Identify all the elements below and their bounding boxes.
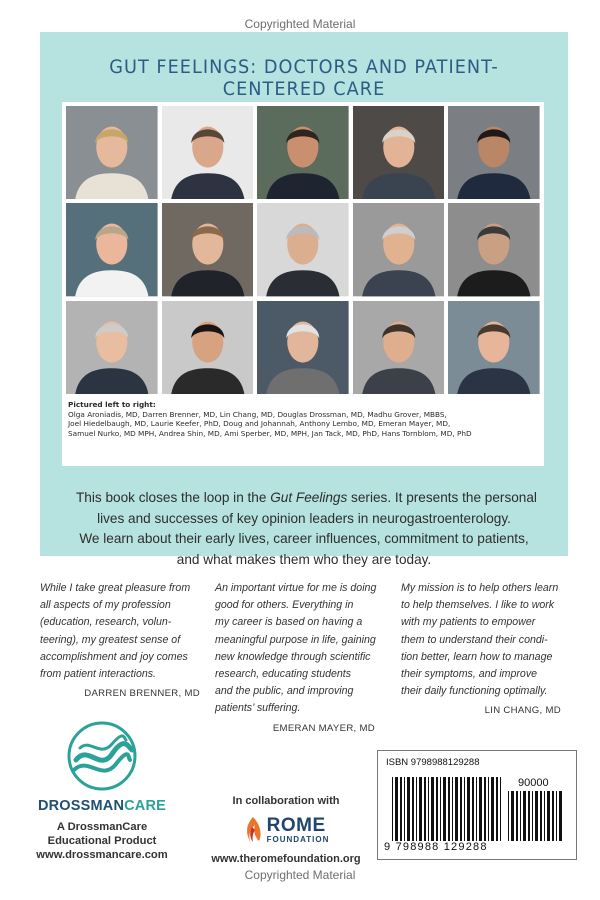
portrait-image [448,203,540,296]
quote-line: my career is based on having a [215,616,363,629]
portrait-photo [257,301,349,394]
quote-line: accomplishment and joy comes [40,650,188,663]
barcode-bar [400,777,402,841]
quote-line: My mission is to help others learn [401,582,559,594]
portrait-image [66,203,158,296]
copyright-watermark-bottom: Copyrighted Material [244,868,356,882]
barcode-bar [476,777,477,841]
barcode-bar [479,777,482,841]
quote-line: good for others. Everything in [215,599,354,612]
quote-line: research, educating students [215,668,352,681]
quote-line: (education, research, volun- [40,616,172,629]
barcode-bar [552,791,554,841]
testimonial-chang [401,580,561,720]
barcode-bar [419,777,422,841]
isbn-barcode [377,750,577,860]
quote-line: tion better, learn how to manage [401,650,553,663]
portrait-grid [66,106,540,394]
portrait-image [353,106,445,199]
barcode-bar [443,777,446,841]
quote-line: patients’ suffering. [215,702,301,715]
quote-line: from patient interactions. [40,668,156,681]
portrait-photo [257,106,349,199]
publisher-url: www.drossmancare.com [36,849,168,861]
barcode-bar [528,791,530,841]
quote-line: their daily functioning optimally. [401,685,548,698]
cover-panel [40,32,568,567]
barcode-bar [484,777,486,841]
portrait-image [448,106,540,199]
testimonial-mayer [215,580,375,737]
rome-url: www.theromefoundation.org [211,853,361,865]
book-title: GUT FEELINGS: DOCTORS AND PATIENT-CENTERED CARE [109,56,499,100]
quote-line: to help themselves. I like to work [401,599,555,612]
barcode-bar [556,791,557,841]
portrait-collage [62,102,544,466]
barcode-bar [488,777,489,841]
price-code: 90000 [518,777,549,789]
portrait-image [162,106,254,199]
quote-line: them to understand their condi- [401,633,548,646]
barcode-addon-bars [508,791,564,841]
barcode-bar [516,791,518,841]
rome-foundation-logo [186,815,386,845]
barcode-bar [460,777,462,841]
portrait-image [257,106,349,199]
barcode-bar [404,777,405,841]
publisher-line-1: A DrossmanCare [56,821,148,833]
portrait-photo [448,301,540,394]
barcode-bar [467,777,470,841]
portrait-photo [162,203,254,296]
quote-line: new knowledge through scientific [215,650,371,663]
publisher-line-2: Educational Product [47,835,157,847]
photo-caption [68,400,540,438]
portrait-photo [448,203,540,296]
barcode-bar [496,777,498,841]
portrait-photo [66,301,158,394]
description-line-4: and what makes them who they are today. [176,551,432,567]
portrait-photo [353,301,445,394]
quote-line: their symptoms, and improve [401,668,538,681]
quote-author: LIN CHANG, MD [484,705,561,717]
caption-line-3: Samuel Nurko, MD MPH, Andrea Shin, MD, Ami Sperber, MD, MPH, Jan Tack, MD, PhD, Hans Tornblom, MD, PhD [68,428,472,438]
portrait-photo [353,106,445,199]
rome-name: ROME [266,814,326,836]
portrait-photo [162,106,254,199]
barcode-bar [491,777,494,841]
description-line-2: lives and successes of key opinion leaders in neurogastroenterology. [97,510,511,526]
barcode-bar [436,777,438,841]
portrait-image [162,203,254,296]
collaboration-label: In collaboration with [232,795,340,807]
portrait-image [66,301,158,394]
caption-heading: Pictured left to right: [68,400,156,409]
barcode-bar [448,777,450,841]
barcode-bar [500,777,501,841]
quote-line: teering), my greatest sense of [40,633,181,646]
isbn-digits: 9 798988 129288 [384,841,488,853]
barcode-bar [455,777,458,841]
barcode-bar [520,791,521,841]
barcode-bar [547,791,550,841]
barcode-bar [540,791,542,841]
portrait-photo [448,106,540,199]
barcode-bar [508,791,509,841]
portrait-image [353,203,445,296]
barcode-bar [392,777,393,841]
portrait-photo [66,106,158,199]
quote-author: DARREN BRENNER, MD [84,688,200,700]
barcode-bar [532,791,533,841]
portrait-photo [353,203,445,296]
quote-line: While I take great pleasure from [40,582,191,594]
portrait-photo [257,203,349,296]
portrait-photo [162,301,254,394]
quote-author: EMERAN MAYER, MD [272,722,375,734]
quote-line: all aspects of my profession [40,599,171,612]
barcode-bar [407,777,410,841]
barcode-bar [511,791,514,841]
barcode-bar [416,777,417,841]
quote-line: meaningful purpose in life, gaining [215,633,376,646]
testimonial-brenner [40,580,200,702]
description-line-1: This book closes the loop in the Gut Feelings series. It presents the personal [76,490,537,505]
collaboration-block [186,795,386,865]
barcode-bar [428,777,429,841]
portrait-image [353,301,445,394]
barcode-bar [431,777,434,841]
barcode-bar [424,777,426,841]
barcode-main-bars [392,777,504,841]
portrait-image [162,301,254,394]
description-line-3: We learn about their early lives, career influences, commitment to patients, [79,531,529,546]
barcode-bar [523,791,526,841]
caption-line-2: Joel Hiedelbaugh, MD, Laurie Keefer, PhD, Doug and Johannah, Anthony Lembo, MD, Emeran Mayer, MD, [68,419,451,429]
barcode-bar [440,777,441,841]
isbn-label: ISBN 9798988129288 [386,757,480,768]
publisher-logo-block [22,720,182,862]
caption-line-1: Olga Aroniadis, MD, Darren Brenner, MD, Lin Chang, MD, Douglas Drossman, MD, Madhu Grover, MBBS, [68,409,447,419]
barcode-bar [559,791,562,841]
portrait-photo [66,203,158,296]
barcode-bar [464,777,465,841]
barcode-bar [395,777,398,841]
barcode-bar [544,791,545,841]
barcode-bar [412,777,414,841]
portrait-image [257,301,349,394]
barcode-bar [452,777,453,841]
copyright-watermark-top: Copyrighted Material [244,17,356,31]
book-description [76,488,537,570]
portrait-image [448,301,540,394]
quote-line: with my patients to empower [401,616,536,629]
portrait-image [257,203,349,296]
barcode-bar [535,791,538,841]
quote-line: and the public, and improving [215,685,354,698]
rome-foundation-label: FOUNDATION [266,834,330,844]
publisher-brand: DROSSMANCARE [37,798,167,814]
portrait-image [66,106,158,199]
drossmancare-logo-icon [66,720,138,792]
quote-line: An important virtue for me is doing [215,582,377,594]
barcode-bar [472,777,474,841]
rome-flame-icon [243,815,263,845]
